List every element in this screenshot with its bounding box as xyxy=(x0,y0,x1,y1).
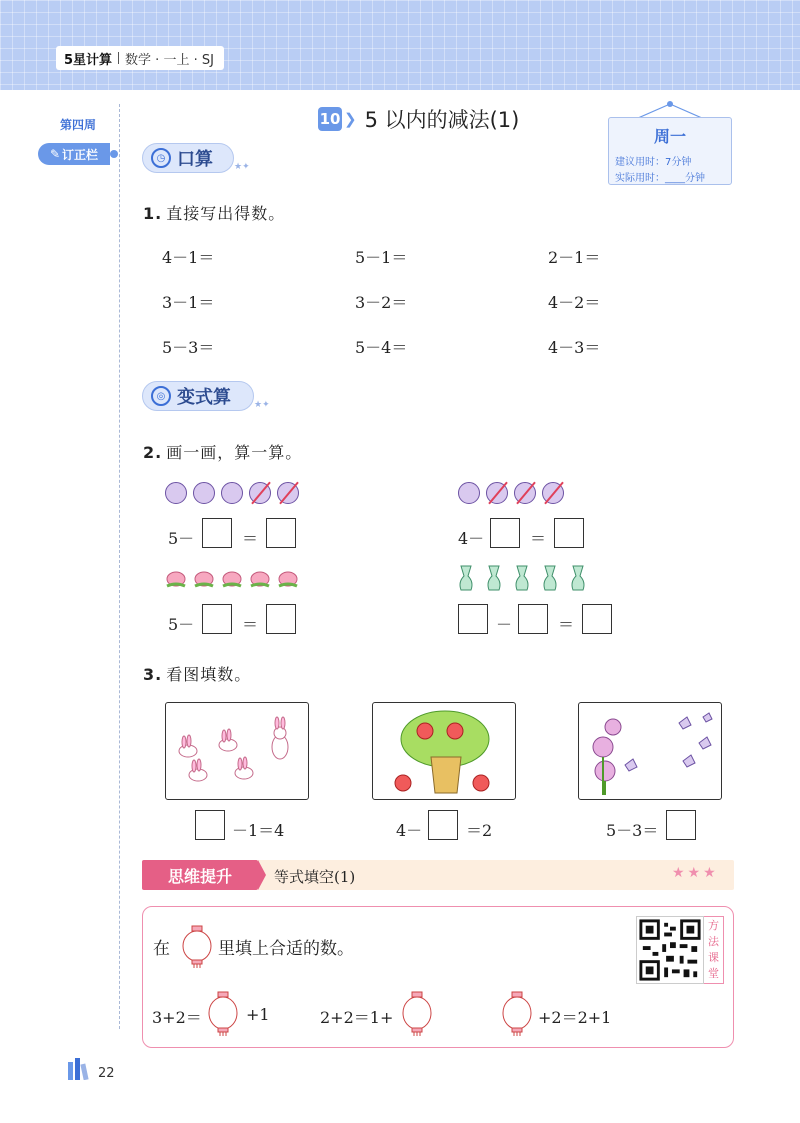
q3-eq1-suffix: －1＝4 xyxy=(232,821,285,840)
margin-dashed-line xyxy=(119,104,120,1029)
answer-box[interactable] xyxy=(582,604,612,634)
lesson-title-text: 5 以内的减法(1) xyxy=(364,108,520,132)
circle xyxy=(458,482,480,504)
header-subtitle: 数学 · 一上 · SJ xyxy=(125,52,214,68)
books-icon xyxy=(66,1058,96,1080)
answer-box[interactable] xyxy=(202,518,232,548)
q2a-equals: ＝ xyxy=(242,529,259,548)
circle-row-a xyxy=(165,482,299,504)
q1-eq: 3－2＝ xyxy=(355,293,408,312)
q2b-prefix: 4－ xyxy=(458,529,485,548)
answer-box[interactable] xyxy=(458,604,488,634)
peach-row xyxy=(164,568,300,590)
q3-text: 看图填数。 xyxy=(166,665,252,684)
star-icon: ★✦ xyxy=(254,400,270,410)
section-oral-label: 口算 xyxy=(177,149,213,170)
thinking-tag: 思维提升 xyxy=(142,860,258,890)
circle xyxy=(193,482,215,504)
correction-label: 订正栏 xyxy=(62,147,99,162)
q1-eq: 2－1＝ xyxy=(548,248,601,267)
answer-box[interactable] xyxy=(266,518,296,548)
qr-label-char: 方 xyxy=(708,919,719,932)
page-number: 22 xyxy=(98,1066,115,1081)
q2-text: 画一画，算一算。 xyxy=(166,443,303,462)
flower-icon xyxy=(579,703,722,800)
peach-icon xyxy=(248,568,272,590)
thinking-eq1-right: +1 xyxy=(246,1005,270,1024)
q3-eq3-prefix: 5－3＝ xyxy=(606,821,659,840)
rabbit-icon xyxy=(166,703,309,800)
q1-eq: 4－3＝ xyxy=(548,338,601,357)
q3-title xyxy=(143,662,251,685)
q1-eq: 5－4＝ xyxy=(355,338,408,357)
peach-icon xyxy=(164,568,188,590)
chevron-right-icon: ❯ xyxy=(344,110,357,128)
section-oral-pill xyxy=(142,143,234,173)
star-icon: ★✦ xyxy=(234,162,250,172)
answer-box[interactable] xyxy=(428,810,458,840)
q2c-prefix: 5－ xyxy=(168,615,195,634)
vase-icon xyxy=(456,564,476,592)
thinking-eq2-left: 2+2＝1+ xyxy=(320,1008,394,1027)
qr-label-char: 法 xyxy=(708,935,719,948)
apple-tree-picture xyxy=(372,702,516,800)
q3-eq2-prefix: 4－ xyxy=(396,821,423,840)
q3-eq2-suffix: ＝2 xyxy=(466,821,493,840)
circle-row-b xyxy=(458,482,564,504)
q1-number: 1. xyxy=(143,204,163,223)
q3-number: 3. xyxy=(143,665,163,684)
target-icon: ◎ xyxy=(151,386,171,406)
q1-title xyxy=(143,201,285,224)
pencil-icon: ✎ xyxy=(49,147,61,161)
vase-row xyxy=(456,564,588,592)
answer-box[interactable] xyxy=(195,810,225,840)
qr-label-char: 课 xyxy=(708,951,719,964)
tree-icon xyxy=(373,703,516,800)
qr-label-char: 堂 xyxy=(708,967,719,980)
q1-eq: 4－1＝ xyxy=(162,248,215,267)
qr-label xyxy=(704,916,724,984)
crossed-circle xyxy=(486,482,508,504)
thinking-inst-after: 里填上合适的数。 xyxy=(218,939,354,959)
brand-label: 5星计算 xyxy=(64,52,113,68)
star-icon: ★★★ xyxy=(672,865,719,881)
thinking-arrow xyxy=(258,860,266,890)
answer-box[interactable] xyxy=(490,518,520,548)
section-variant-pill xyxy=(142,381,254,411)
qr-code-icon[interactable] xyxy=(636,916,704,984)
lesson-title xyxy=(318,104,519,134)
header-separator xyxy=(118,52,119,64)
q1-eq: 4－2＝ xyxy=(548,293,601,312)
thinking-eq3-right: +2＝2+1 xyxy=(538,1008,612,1027)
answer-box[interactable] xyxy=(554,518,584,548)
crossed-circle xyxy=(514,482,536,504)
q1-eq: 5－3＝ xyxy=(162,338,215,357)
correction-tag xyxy=(38,143,110,165)
answer-box[interactable] xyxy=(266,604,296,634)
day-card xyxy=(608,117,732,185)
lesson-number: 10 xyxy=(318,107,342,131)
q2c-equals: ＝ xyxy=(242,615,259,634)
answer-box[interactable] xyxy=(202,604,232,634)
q2d-equals: ＝ xyxy=(558,615,575,634)
crossed-circle xyxy=(249,482,271,504)
suggested-time: 建议用时：7分钟 xyxy=(615,157,692,168)
vase-icon xyxy=(540,564,560,592)
section-variant-label: 变式算 xyxy=(177,387,231,408)
lantern-blank[interactable] xyxy=(400,990,434,1036)
q2a-prefix: 5－ xyxy=(168,529,195,548)
circle xyxy=(165,482,187,504)
vase-icon xyxy=(568,564,588,592)
lantern-blank[interactable] xyxy=(500,990,534,1036)
q2d-minus: － xyxy=(496,615,513,634)
actual-time: 实际用时：____分钟 xyxy=(615,173,705,184)
answer-box[interactable] xyxy=(666,810,696,840)
thinking-title: 等式填空(1) xyxy=(274,868,356,886)
lantern-blank[interactable] xyxy=(206,990,240,1036)
peach-icon xyxy=(220,568,244,590)
q1-text: 直接写出得数。 xyxy=(166,204,286,223)
q2b-equals: ＝ xyxy=(530,529,547,548)
thinking-inst-before: 在 xyxy=(153,939,170,959)
vase-icon xyxy=(512,564,532,592)
hanger-icon xyxy=(632,100,708,118)
q2-title xyxy=(143,440,302,463)
lantern-icon xyxy=(180,924,214,968)
thinking-eq1-left: 3+2＝ xyxy=(152,1008,202,1027)
vase-icon xyxy=(484,564,504,592)
circle xyxy=(221,482,243,504)
q1-eq: 3－1＝ xyxy=(162,293,215,312)
rabbits-picture xyxy=(165,702,309,800)
day-title: 周一 xyxy=(653,127,686,146)
stopwatch-icon: ◷ xyxy=(151,148,171,168)
answer-box[interactable] xyxy=(518,604,548,634)
header-band xyxy=(0,0,800,90)
peach-icon xyxy=(192,568,216,590)
crossed-circle xyxy=(277,482,299,504)
q1-eq: 5－1＝ xyxy=(355,248,408,267)
flowers-picture xyxy=(578,702,722,800)
tag-dot xyxy=(110,150,118,158)
peach-icon xyxy=(276,568,300,590)
crossed-circle xyxy=(542,482,564,504)
q2-number: 2. xyxy=(143,443,163,462)
header-tab xyxy=(56,46,224,70)
week-label: 第四周 xyxy=(60,118,97,132)
